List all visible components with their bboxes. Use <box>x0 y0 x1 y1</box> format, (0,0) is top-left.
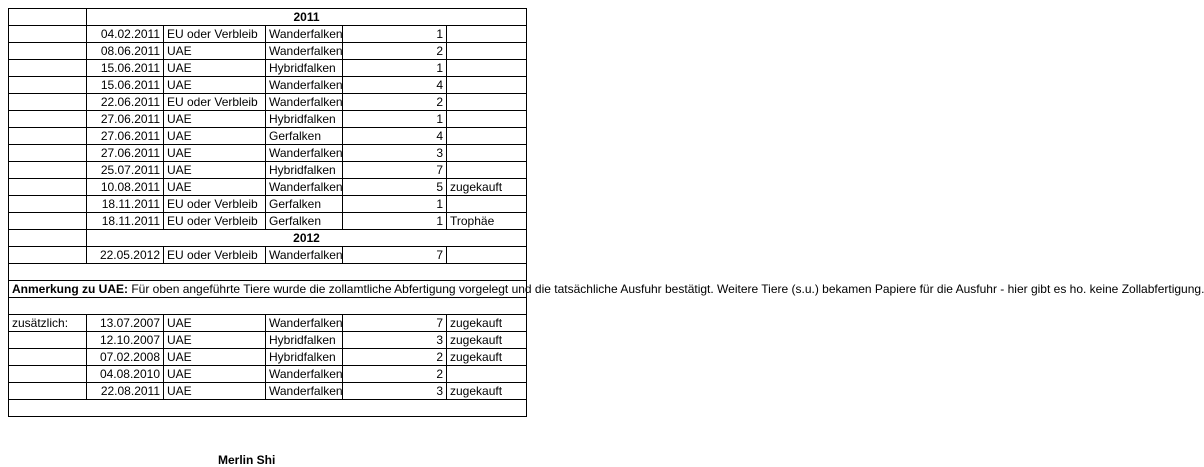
remark-row <box>9 281 527 298</box>
note-cell <box>447 94 527 111</box>
table-row <box>9 145 527 162</box>
date-cell: 15.06.2011 <box>87 60 164 77</box>
year-header-2012 <box>9 230 527 247</box>
spacer-row <box>9 264 527 281</box>
species-cell: Wanderfalken <box>266 77 343 94</box>
destination-cell: EU oder Verbleib <box>164 213 266 230</box>
destination-cell: UAE <box>164 111 266 128</box>
cut-off-heading: Merlin Shi <box>218 453 276 467</box>
trailing-spacer <box>9 400 527 417</box>
quantity-cell: 7 <box>343 315 447 332</box>
destination-cell: UAE <box>164 145 266 162</box>
destination-cell: EU oder Verbleib <box>164 94 266 111</box>
quantity-cell: 2 <box>343 349 447 366</box>
row-label <box>9 60 87 77</box>
remark-label: Anmerkung zu UAE: <box>12 282 129 296</box>
table-row <box>9 162 527 179</box>
note-cell: Trophäe <box>447 213 527 230</box>
note-cell <box>447 111 527 128</box>
note-cell <box>447 162 527 179</box>
table-row <box>9 366 527 383</box>
species-cell: Gerfalken <box>266 128 343 145</box>
row-label <box>9 247 87 264</box>
row-label <box>9 26 87 43</box>
remark-section <box>9 264 1204 315</box>
destination-cell: UAE <box>164 43 266 60</box>
destination-cell: EU oder Verbleib <box>164 247 266 264</box>
quantity-cell: 5 <box>343 179 447 196</box>
date-cell: 07.02.2008 <box>87 349 164 366</box>
remark-cell <box>9 281 1204 298</box>
table-row <box>9 26 527 43</box>
date-cell: 22.05.2012 <box>87 247 164 264</box>
row-label <box>9 213 87 230</box>
falcon-export-table <box>8 8 1204 417</box>
quantity-cell: 2 <box>343 366 447 383</box>
note-cell <box>447 26 527 43</box>
date-cell: 18.11.2011 <box>87 213 164 230</box>
table-row <box>9 94 527 111</box>
destination-cell: EU oder Verbleib <box>164 196 266 213</box>
note-cell: zugekauft <box>447 179 527 196</box>
species-cell: Wanderfalken <box>266 247 343 264</box>
row-label <box>9 162 87 179</box>
quantity-cell: 4 <box>343 128 447 145</box>
row-label <box>9 77 87 94</box>
destination-cell: UAE <box>164 128 266 145</box>
species-cell: Wanderfalken <box>266 315 343 332</box>
note-cell <box>447 128 527 145</box>
table-row <box>9 196 527 213</box>
date-cell: 12.10.2007 <box>87 332 164 349</box>
table-row <box>9 315 527 332</box>
date-cell: 22.08.2011 <box>87 383 164 400</box>
table-body <box>9 9 527 26</box>
row-label <box>9 196 87 213</box>
note-cell: zugekauft <box>447 383 527 400</box>
destination-cell: UAE <box>164 366 266 383</box>
quantity-cell: 3 <box>343 332 447 349</box>
species-cell: Hybridfalken <box>266 162 343 179</box>
note-cell <box>447 247 527 264</box>
section-2012-rows <box>9 247 527 264</box>
table-row <box>9 179 527 196</box>
destination-cell: UAE <box>164 162 266 179</box>
note-cell <box>447 43 527 60</box>
note-cell <box>447 366 527 383</box>
destination-cell: UAE <box>164 383 266 400</box>
quantity-cell: 1 <box>343 196 447 213</box>
row-label <box>9 43 87 60</box>
date-cell: 18.11.2011 <box>87 196 164 213</box>
destination-cell: EU oder Verbleib <box>164 26 266 43</box>
note-cell <box>447 60 527 77</box>
table-row <box>9 213 527 230</box>
row-label <box>9 128 87 145</box>
quantity-cell: 1 <box>343 60 447 77</box>
row-label <box>9 349 87 366</box>
quantity-cell: 7 <box>343 162 447 179</box>
year-header-row-2012 <box>9 230 527 247</box>
date-cell: 27.06.2011 <box>87 145 164 162</box>
note-cell <box>447 145 527 162</box>
table-row <box>9 43 527 60</box>
species-cell: Gerfalken <box>266 213 343 230</box>
note-cell: zugekauft <box>447 332 527 349</box>
table-row <box>9 60 527 77</box>
species-cell: Hybridfalken <box>266 332 343 349</box>
destination-cell: UAE <box>164 332 266 349</box>
table-row <box>9 128 527 145</box>
date-cell: 25.07.2011 <box>87 162 164 179</box>
quantity-cell: 4 <box>343 77 447 94</box>
year-heading-2012: 2012 <box>87 230 527 247</box>
quantity-cell: 3 <box>343 145 447 162</box>
quantity-cell: 1 <box>343 26 447 43</box>
quantity-cell: 2 <box>343 94 447 111</box>
table-row <box>9 349 527 366</box>
quantity-cell: 1 <box>343 213 447 230</box>
note-cell: zugekauft <box>447 315 527 332</box>
species-cell: Wanderfalken <box>266 43 343 60</box>
species-cell: Wanderfalken <box>266 26 343 43</box>
row-label <box>9 145 87 162</box>
note-cell <box>447 196 527 213</box>
species-cell: Wanderfalken <box>266 383 343 400</box>
date-cell: 04.08.2010 <box>87 366 164 383</box>
species-cell: Wanderfalken <box>266 94 343 111</box>
additional-rows <box>9 315 527 400</box>
note-cell: zugekauft <box>447 349 527 366</box>
quantity-cell: 2 <box>343 43 447 60</box>
table-row <box>9 77 527 94</box>
date-cell: 10.08.2011 <box>87 179 164 196</box>
year-header-row-2011 <box>9 9 527 26</box>
row-label <box>9 111 87 128</box>
row-label <box>9 383 87 400</box>
species-cell: Hybridfalken <box>266 60 343 77</box>
row-label <box>9 179 87 196</box>
date-cell: 27.06.2011 <box>87 128 164 145</box>
date-cell: 13.07.2007 <box>87 315 164 332</box>
species-cell: Hybridfalken <box>266 349 343 366</box>
destination-cell: UAE <box>164 77 266 94</box>
destination-cell: UAE <box>164 179 266 196</box>
species-cell: Wanderfalken <box>266 366 343 383</box>
quantity-cell: 3 <box>343 383 447 400</box>
note-cell <box>447 77 527 94</box>
year-heading-2011: 2011 <box>87 9 527 26</box>
table-row <box>9 383 527 400</box>
row-label <box>9 94 87 111</box>
table-row <box>9 332 527 349</box>
remark-text: Für oben angeführte Tiere wurde die zollamtliche Abfertigung vorgelegt und die tatsächliche Ausfuhr bestätigt. Weitere Tiere (s.u.) bekamen Papiere für die Ausfuhr - hier gibt es ho. keine Zollabfertigung. <box>128 282 1204 296</box>
section-2011-rows <box>9 26 527 230</box>
date-cell: 27.06.2011 <box>87 111 164 128</box>
table-row <box>9 111 527 128</box>
row-label <box>9 366 87 383</box>
quantity-cell: 1 <box>343 111 447 128</box>
quantity-cell: 7 <box>343 247 447 264</box>
row-label: zusätzlich: <box>9 315 87 332</box>
species-cell: Wanderfalken <box>266 179 343 196</box>
date-cell: 08.06.2011 <box>87 43 164 60</box>
table-row <box>9 247 527 264</box>
destination-cell: UAE <box>164 315 266 332</box>
date-cell: 15.06.2011 <box>87 77 164 94</box>
destination-cell: UAE <box>164 349 266 366</box>
species-cell: Gerfalken <box>266 196 343 213</box>
date-cell: 04.02.2011 <box>87 26 164 43</box>
species-cell: Hybridfalken <box>266 111 343 128</box>
destination-cell: UAE <box>164 60 266 77</box>
date-cell: 22.06.2011 <box>87 94 164 111</box>
row-label <box>9 332 87 349</box>
species-cell: Wanderfalken <box>266 145 343 162</box>
spacer-row <box>9 400 527 417</box>
empty-cell <box>9 230 87 247</box>
empty-cell <box>9 9 87 26</box>
spacer-row <box>9 298 527 315</box>
